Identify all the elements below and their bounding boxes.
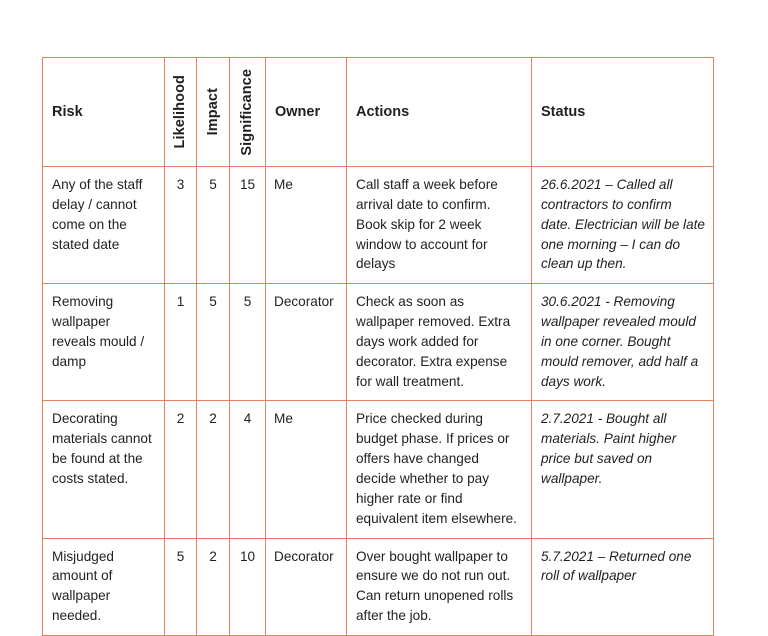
cell-likelihood-text: 3 [176, 177, 185, 192]
cell-likelihood-text: 2 [176, 411, 185, 427]
table-row [43, 401, 714, 538]
column-header-likelihood [165, 58, 197, 167]
table-body [43, 167, 714, 636]
cell-impact [197, 284, 230, 401]
cell-risk [43, 538, 165, 635]
cell-likelihood [165, 401, 197, 538]
cell-significance-text: 10 [239, 548, 256, 564]
cell-significance-text: 4 [243, 411, 252, 427]
cell-owner [266, 401, 347, 538]
cell-actions-text: Call staff a week before arrival date to confirm. Book skip for 2 week window to account for delays [356, 177, 498, 272]
cell-risk [43, 401, 165, 538]
cell-owner-text: Decorator [274, 294, 334, 310]
cell-owner [266, 538, 347, 635]
column-header-owner [266, 58, 347, 167]
cell-likelihood [165, 284, 197, 401]
cell-impact-text: 5 [209, 294, 217, 310]
column-header-actions [347, 58, 532, 167]
cell-risk-text: Misjudged amount of wallpaper needed. [52, 548, 114, 624]
column-header-owner-label: Owner [275, 104, 321, 120]
table-row [43, 167, 714, 284]
header-row [43, 58, 714, 167]
column-header-impact-label: Impact [204, 88, 221, 136]
column-header-significance [230, 58, 266, 167]
cell-impact [197, 538, 230, 635]
cell-risk-text: Decorating materials cannot be found at the costs stated. [52, 411, 152, 486]
table-row [43, 538, 714, 635]
cell-status [532, 284, 714, 401]
cell-status [532, 538, 714, 635]
cell-actions-text: Price checked during budget phase. If prices or offers have changed decide whether to pay higher rate or find equivalent item elsewhere. [356, 411, 517, 526]
cell-owner-text: Me [274, 411, 293, 427]
cell-owner [266, 167, 347, 284]
cell-risk [43, 284, 165, 401]
cell-impact [197, 167, 230, 284]
cell-significance [230, 284, 266, 401]
column-header-actions-label: Actions [356, 104, 410, 120]
cell-likelihood [165, 538, 197, 635]
column-header-likelihood-label: Likelihood [172, 75, 189, 149]
cell-risk-text: Removing wallpaper reveals mould / damp [52, 294, 145, 369]
cell-impact-text: 5 [209, 177, 217, 192]
column-header-risk-label: Risk [52, 104, 83, 120]
cell-actions [347, 284, 532, 401]
cell-owner-text: Me [274, 177, 293, 192]
table-header [43, 58, 714, 167]
cell-risk-text: Any of the staff delay / cannot come on the stated date [52, 177, 143, 252]
cell-impact-text: 2 [209, 548, 217, 564]
cell-status [532, 167, 714, 284]
cell-actions [347, 401, 532, 538]
cell-likelihood-text: 5 [176, 548, 185, 564]
column-header-risk [43, 58, 165, 167]
cell-impact [197, 401, 230, 538]
cell-status-text: 5.7.2021 – Returned one roll of wallpaper [541, 548, 692, 584]
risk-register-table [42, 57, 714, 636]
risk-register-table-container [42, 57, 713, 636]
column-header-status-label: Status [541, 104, 586, 120]
cell-impact-text: 2 [209, 411, 217, 427]
cell-significance [230, 167, 266, 284]
table-row [43, 284, 714, 401]
cell-significance [230, 538, 266, 635]
cell-status-text: 30.6.2021 - Removing wallpaper revealed mould in one corner. Bought mould remover, add half a days work. [541, 294, 699, 389]
cell-actions [347, 167, 532, 284]
cell-risk [43, 167, 165, 284]
cell-status-text: 26.6.2021 – Called all contractors to confirm date. Electrician will be late one morning – I can do clean up then. [541, 177, 705, 272]
cell-significance-text: 5 [243, 294, 252, 310]
cell-significance-text: 15 [239, 177, 256, 192]
cell-actions-text: Over bought wallpaper to ensure we do not run out. Can return unopened rolls after the job. [356, 548, 514, 624]
cell-likelihood-text: 1 [176, 294, 185, 310]
cell-owner-text: Decorator [274, 548, 334, 564]
column-header-impact [197, 58, 230, 167]
cell-actions-text: Check as soon as wallpaper removed. Extra days work added for decorator. Extra expense for wall treatment. [356, 294, 511, 389]
cell-owner [266, 284, 347, 401]
cell-significance [230, 401, 266, 538]
cell-actions [347, 538, 532, 635]
cell-likelihood [165, 167, 197, 284]
cell-status [532, 401, 714, 538]
column-header-status [532, 58, 714, 167]
cell-status-text: 2.7.2021 - Bought all materials. Paint higher price but saved on wallpaper. [541, 411, 677, 486]
column-header-significance-label: Significance [239, 68, 256, 156]
